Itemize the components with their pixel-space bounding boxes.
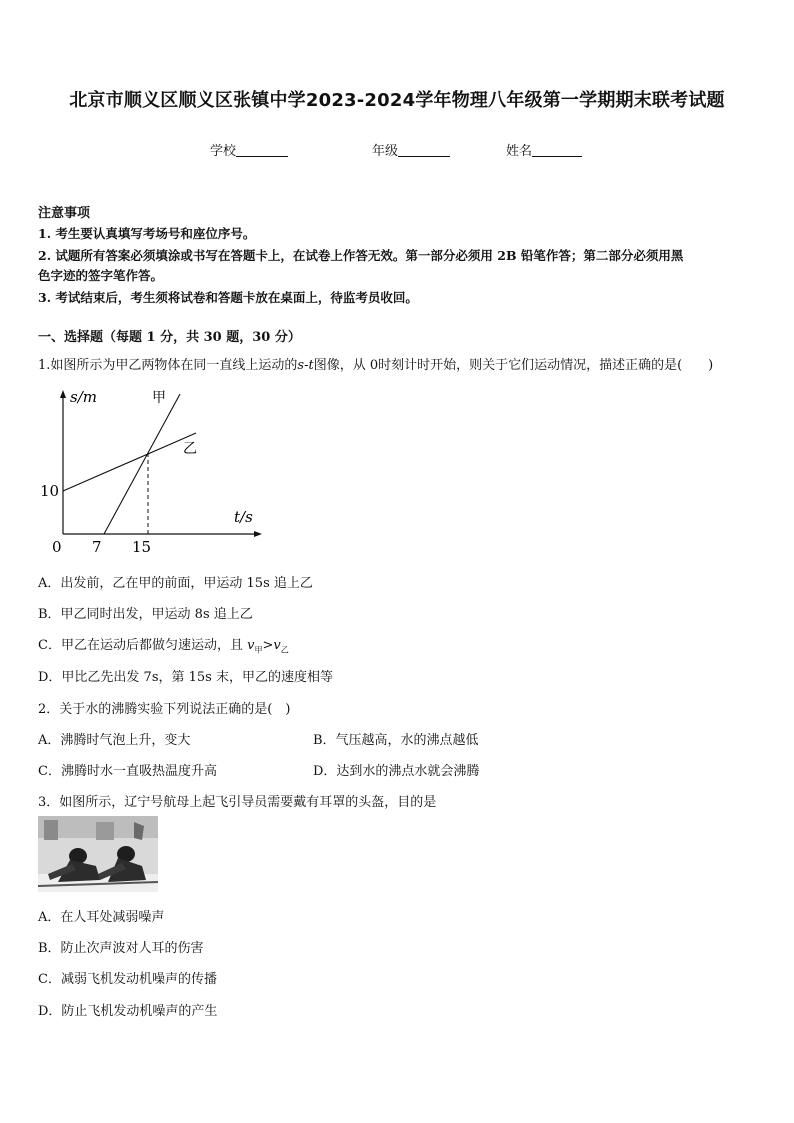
flight-deck-photo [38,816,158,892]
q2-option-b: B．气压越高，水的沸点越低 [313,733,479,748]
question-2-stem: 2．关于水的沸腾实验下列说法正确的是( ) [38,702,291,717]
q1-option-b: B．甲乙同时出发，甲运动 8s 追上乙 [38,607,253,622]
school-field [210,140,288,159]
y-axis-label: s/m [70,388,97,406]
q1-stem-start: 1.如图所示为甲乙两物体在同一直线上运动的 [38,358,298,373]
greater-than: > [262,638,274,653]
line-jia-label: 甲 [152,390,166,406]
x-tick-15: 15 [132,538,152,556]
name-field [506,140,582,159]
photo-structure [44,820,58,840]
question-3-stem: 3．如图所示，辽宁号航母上起飞引导员需要戴有耳罩的头盔，目的是 [38,795,437,810]
grade-field [372,140,450,159]
q3-option-b: B．防止次声波对人耳的伤害 [38,941,204,956]
name-label: 姓名 [506,144,533,159]
subscript-jia: 甲 [254,645,263,655]
line-jia [104,394,180,534]
q1-option-c-text: C．甲乙在运动后都做匀速运动，且 [38,638,248,653]
y-tick-10: 10 [40,482,60,500]
name-blank [532,143,582,157]
y-axis-arrow [60,390,66,398]
notes-heading: 注意事项 [38,206,91,221]
v-symbol: v [273,638,281,653]
q1-stem-end: 图像，从 0时刻计时开始，则关于它们运动情况，描述正确的是( ) [313,358,714,373]
x-axis-arrow [254,531,262,537]
section-heading: 一、选择题（每题 1 分，共 30 题，30 分） [38,330,301,345]
note-item: 3. 考试结束后，考生须将试卷和答题卡放在桌面上，待监考员收回。 [38,290,418,305]
x-tick-7: 7 [92,538,102,556]
school-blank [236,143,288,157]
q1-option-c [38,634,289,656]
photo-structure [96,822,114,840]
q1-stem-variable: s-t [297,358,314,373]
line-yi [63,433,196,491]
line-yi-label: 乙 [183,441,197,457]
x-tick-0: 0 [52,538,62,556]
note-item: 色字迹的签字笔作答。 [38,268,164,283]
school-label: 学校 [210,144,237,159]
q3-option-c: C．减弱飞机发动机噪声的传播 [38,972,217,987]
question-1-stem [38,354,713,373]
q1-option-d: D．甲比乙先出发 7s，第 15s 末，甲乙的速度相等 [38,670,333,685]
grade-label: 年级 [372,144,399,159]
subscript-yi: 乙 [280,645,289,655]
grade-blank [398,143,450,157]
q2-option-a: A．沸腾时气泡上升，变大 [38,733,191,748]
v-symbol: v [247,638,255,653]
x-axis-label: t/s [234,508,253,526]
note-item: 2. 试题所有答案必须填涂或书写在答题卡上，在试卷上作答无效。第一部分必须用 2B 铅笔作答；第二部分必须用黑 [38,248,684,263]
q1-option-a: A．出发前，乙在甲的前面，甲运动 15s 追上乙 [38,576,313,591]
q3-option-a: A．在人耳处减弱噪声 [38,910,165,925]
q2-option-d: D．达到水的沸点水就会沸腾 [313,764,480,779]
q3-option-d: D．防止飞机发动机噪声的产生 [38,1004,218,1019]
q2-option-c: C．沸腾时水一直吸热温度升高 [38,764,217,779]
note-item: 1. 考生要认真填写考场号和座位序号。 [38,226,256,241]
page-title: 北京市顺义区顺义区张镇中学2023-2024学年物理八年级第一学期期末联考试题 [69,90,725,111]
s-t-graph [38,384,268,560]
